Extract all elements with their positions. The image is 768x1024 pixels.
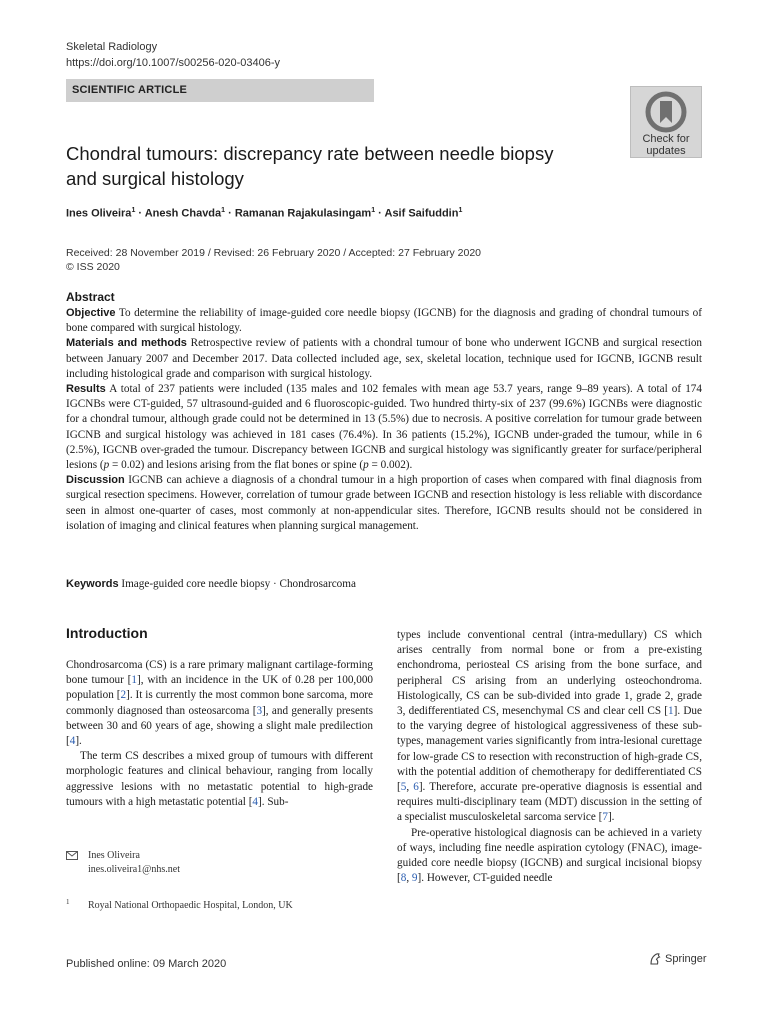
citation-link[interactable]: 3 (256, 704, 263, 717)
author-affiliation: 1 (131, 207, 136, 214)
title-line-2: and surgical histology (66, 168, 244, 189)
author-separator: · (138, 207, 143, 220)
received-revised-accepted: Received: 28 November 2019 / Revised: 26 February 2020 / Accepted: 27 February 2020 (66, 247, 481, 259)
abstract-body (66, 306, 702, 534)
citation-link[interactable]: 6 (413, 781, 419, 794)
citation-link[interactable]: 1 (668, 705, 674, 718)
author-affiliation: 1 (371, 207, 376, 214)
methods-text: Retrospective review of patients with a chondral tumour of bone who underwent IGCNB and surgical resection between January 2007 and December 2017. Data collected included age, sex, skeletal location, technique used for IGCNB, IGCNB result including histological grade and comparison with surgical histology. (66, 337, 703, 380)
abstract-heading: Abstract (66, 290, 115, 304)
author-name[interactable]: Asif Saifuddin (384, 207, 459, 220)
copyright-holder: ISS 2020 (76, 260, 120, 273)
intro-paragraph: Pre-operative histological diagnosis can be achieved in a variety of ways, including fine needle aspiration cytology (FNAC), image-guided core needle biopsy (IGCNB) and surgical incisional biopsy [8, 9]. However, CT-guided needle (397, 826, 702, 885)
intro-left-column (66, 658, 373, 810)
author-separator: · (228, 207, 232, 220)
citation-link[interactable]: 5 (400, 781, 407, 794)
copyright-symbol: © (66, 260, 74, 273)
author-separator: · (378, 207, 382, 220)
objective-label: Objective (66, 307, 116, 319)
affiliation-number: 1 (66, 898, 70, 906)
doi-link[interactable]: https://doi.org/10.1007/s00256-020-03406-y (66, 57, 281, 69)
intro-paragraph: The term CS describes a mixed group of tumours with different morphologic features and clinical behaviour, ranging from locally aggressive lesions with no metastatic potential to high-grade tumours with a high metastatic potential [4]. Sub- (66, 750, 373, 808)
results-part: = 0.02) and lesions arising from the flat bones or spine ( (109, 459, 364, 472)
check-for-updates-button[interactable] (630, 86, 702, 158)
published-online: Published online: 09 March 2020 (66, 958, 227, 970)
citation-link[interactable]: 8 (400, 872, 407, 885)
citation-link[interactable]: 1 (131, 674, 138, 687)
article-title (66, 141, 586, 191)
intro-paragraph: Chondrosarcoma (CS) is a rare primary malignant cartilage-forming bone tumour [1], with an incidence in the UK of 0.28 per 100,000 population [2]. It is currently the most common bone sarcoma, more commonly diagnosed than osteosarcoma [3], and generally presents between 30 and 60 years of age, showing a slight male predilection [4]. (66, 659, 374, 748)
author-name[interactable]: Ramanan Rajakulasingam (234, 207, 372, 220)
contact-name: Ines Oliveira (88, 850, 140, 861)
springer-horse-icon (648, 952, 662, 966)
methods-label: Materials and methods (66, 337, 187, 350)
check-updates-line2: updates (646, 145, 686, 157)
author-affiliation: 1 (221, 207, 226, 214)
citation-link[interactable]: 2 (120, 689, 127, 702)
publisher-logo[interactable] (648, 952, 707, 966)
author-name[interactable]: Anesh Chavda (144, 207, 222, 220)
intro-right-column (397, 628, 702, 886)
journal-info (66, 39, 280, 71)
title-line-1: Chondral tumours: discrepancy rate between needle biopsy (66, 143, 554, 164)
discussion-text: IGCNB can achieve a diagnosis of a chondral tumour in a high proportion of cases when compared with final diagnosis from surgical resection specimens. However, correlation of tumour grade between IGCNB and resection histology is less reliable with discordance seen in almost one-quarter of cases, most commonly at non-appendicular sites. Therefore, IGCNB results should not be considered in isolation of imaging and clinical features when planning surgical management. (66, 474, 702, 532)
envelope-icon (66, 851, 78, 860)
p-symbol: p (363, 459, 369, 472)
journal-name: Skeletal Radiology (66, 41, 158, 53)
citation-link[interactable]: 9 (411, 872, 418, 885)
citation-link[interactable]: 7 (602, 811, 608, 824)
contact-email[interactable]: ines.oliveira1@nhs.net (88, 864, 180, 875)
results-text (66, 383, 702, 471)
copyright-line (66, 261, 481, 275)
author-list (66, 207, 462, 220)
results-part: = 0.002). (368, 459, 413, 472)
citation-link[interactable]: 4 (252, 795, 259, 808)
results-part: A total of 237 patients were included (135 males and 102 females with mean age 53.7 years, range 9–89 years). A total of 174 IGCNBs were CT-guided, 57 ultrasound-guided and 6 fluoroscopic-guided. Two hundred thirty-six of 237 (99.6%) IGCNBs were diagnostic for a chondral tumour, although grade could not be determined in 13 (5.5%) due to necrosis. A positive correlation for tumour grade between IGCNB and surgical histology was achieved in 181 cases (76.4%). In 36 patients (15.2%), IGCNB under-graded the tumour, while in 6 (2.5%), IGCNB over-graded the tumour. Discrepancy between IGCNB and surgical histology was significantly greater for surface/peripheral lesions ( (66, 383, 702, 472)
author-affiliation: 1 (458, 207, 463, 214)
check-updates-line1: Check for (642, 133, 690, 145)
keywords (66, 578, 356, 590)
introduction-heading: Introduction (66, 625, 148, 641)
citation-link[interactable]: 4 (69, 735, 76, 748)
keywords-label: Keywords (66, 578, 119, 590)
bookmark-ring-icon (645, 91, 687, 133)
article-type-badge: SCIENTIFIC ARTICLE (66, 79, 374, 102)
affiliation-text: Royal National Orthopaedic Hospital, London, UK (88, 900, 293, 911)
article-dates (66, 247, 481, 274)
keywords-text: Image-guided core needle biopsy · Chondrosarcoma (121, 578, 356, 590)
publisher-name: Springer (665, 953, 707, 965)
results-label: Results (66, 383, 106, 396)
intro-paragraph: types include conventional central (intra-medullary) CS which arises centrally from normal bone or from a pre-existing enchondroma, periosteal CS arising from the bone surface, and peripheral CS arising from an underlying osteochondroma. Histologically, CS can be sub-divided into grade 1, grade 2, grade 3, dedifferentiated CS, mesenchymal CS and clear cell CS [1]. Due to the varying degree of histological aggressiveness of these sub-types, management varies significantly from intra-lesional curettage for low-grade CS to resection with reconstruction of high-grade CS, with the potential addition of chemotherapy for dedifferentiated CS [5, 6]. Therefore, accurate pre-operative diagnosis is essential and requires multi-disciplinary team (MDT) discussion in the setting of a specialist musculoskeletal sarcoma service [7]. (397, 629, 703, 824)
author-name[interactable]: Ines Oliveira (66, 207, 132, 220)
discussion-label: Discussion (66, 474, 125, 487)
p-symbol: p (103, 459, 110, 472)
objective-text: To determine the reliability of image-guided core needle biopsy (IGCNB) for the diagnosis and grading of chondral tumours of bone compared with surgical histology. (66, 307, 702, 335)
